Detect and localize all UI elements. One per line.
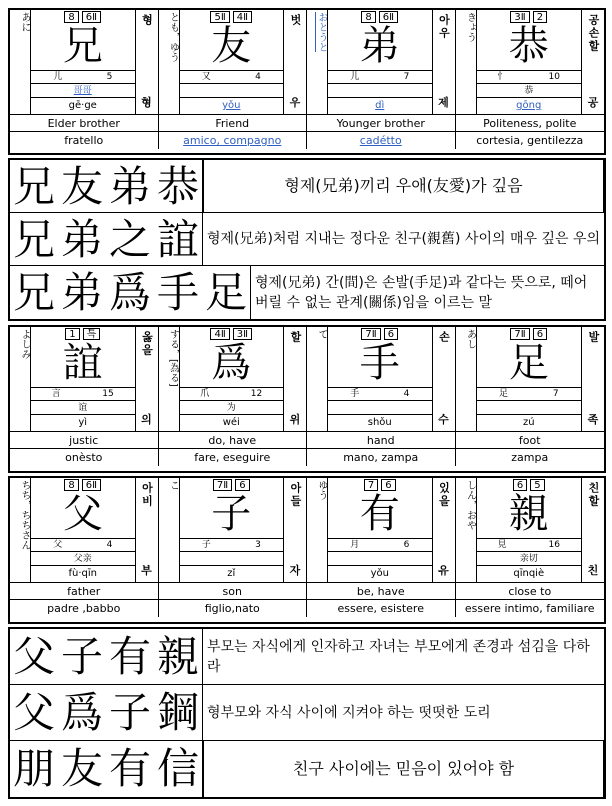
card-center [30,327,136,431]
cards-top-block [8,8,606,155]
idiom-meaning: 부모는 자식에게 인자하고 자녀는 부모에게 존경과 섬김을 다하라 [207,638,590,675]
simplified-variant: 谊 [31,400,135,414]
pinyin: fù·qīn [31,565,135,580]
grade-level-1: 8 [361,11,375,23]
grade-level-1: 4Ⅱ [210,328,229,340]
idioms-top-block [8,158,606,321]
korean-sound: 자 [289,564,301,577]
hanja-card [10,478,159,617]
grade-levels [31,10,135,24]
italian-meaning [307,132,455,149]
korean-meaning-text: 공손할 [587,14,600,53]
cards-mid [10,327,604,466]
idiom-character: 兄 [12,268,55,317]
grade-levels [31,327,135,341]
grade-level-1: 8 [64,11,78,23]
italian-meaning [456,449,605,466]
card-main [159,10,307,115]
idiom-character: 弟 [60,215,103,264]
idiom-character: 弟 [60,268,103,317]
card-main [456,478,605,583]
idiom-character: 爲 [60,688,103,737]
italian-meaning [159,132,307,149]
italian-meaning-text: padre ,babbo [47,602,121,615]
korean-meaning-text: 할 [289,331,302,344]
cards-mid-block [8,325,606,473]
stroke-count: 3 [255,540,261,550]
hanja-character: 親 [508,491,549,537]
italian-meaning [456,600,605,617]
idiom-character: 兄 [12,162,55,211]
japanese-reading: ゆう [316,480,327,500]
korean-meaning-text: 옳을 [140,331,154,357]
card-main [307,10,455,115]
italian-meaning [10,600,158,617]
korean-sound: 친 [587,564,599,577]
stroke-count: 16 [548,540,560,550]
radical: 儿 [53,72,63,82]
idiom-character: 弟 [108,162,151,211]
italian-meaning [159,600,307,617]
grade-level-2: 3Ⅱ [233,328,252,340]
stroke-count: 4 [403,389,410,399]
pinyin: gē·ge [31,97,135,112]
korean-meaning [284,10,306,114]
japanese-reading: しん，おや [464,480,476,530]
korean-meaning [284,478,306,582]
card-center [327,478,433,582]
grade-levels [180,10,284,24]
pinyin: qīnqiè [477,565,582,580]
stroke-count: 10 [548,72,560,82]
radical: 父 [53,540,63,550]
italian-meaning-text: fare, eseguire [194,451,271,464]
english-meaning: hand [307,432,455,449]
simplified-variant [477,400,582,414]
korean-meaning-text: 벗 [289,14,302,27]
idiom-character: 父 [12,632,55,681]
korean-meaning [433,10,455,114]
idiom-character: 鋼 [156,688,199,737]
simplified-variant: 父亲 [31,551,135,565]
japanese-reading: きょう [464,12,476,42]
hanja-character: 足 [508,340,549,386]
korean-meaning [582,327,604,431]
korean-sound: 제 [438,96,449,109]
hanja-character: 手 [359,340,400,386]
idiom-character: 誼 [156,215,199,264]
grade-level-2: 6Ⅱ [82,479,101,491]
simplified-variant: 为 [180,400,284,414]
card-center [179,10,285,114]
japanese-reading: する，[為る] [167,329,179,387]
card-center [476,478,583,582]
english-meaning: close to [456,583,605,600]
hanja-character: 子 [211,491,252,537]
idiom-row [10,160,604,213]
idiom-character: 朋 [12,744,55,793]
korean-sound: 수 [438,413,449,426]
simplified-variant [180,83,284,97]
grade-levels [477,327,582,341]
card-main [456,10,605,115]
hanja-card [159,478,308,617]
grade-levels [477,478,582,492]
hanja-card [159,10,308,149]
grade-levels [180,327,284,341]
radical-row [328,538,432,551]
hanja-card [456,327,605,466]
pinyin: shǒu [328,414,432,429]
radical: 手 [350,389,360,399]
hanja-character: 有 [359,491,400,537]
simplified-variant [328,83,432,97]
hanja-card [307,327,456,466]
card-main [456,327,605,432]
hanja-card [10,10,159,149]
japanese-reading: て [316,329,327,339]
radical-row [328,387,432,400]
cards-top [10,10,604,149]
card-main [10,10,158,115]
radical: 言 [51,389,61,399]
radical: 爪 [200,389,210,399]
grade-level-2: 6 [384,328,398,340]
grade-level-2: 6Ⅱ [379,11,398,23]
italian-meaning-text: fratello [64,134,104,147]
idiom-character: 之 [108,215,151,264]
korean-meaning [136,478,158,582]
japanese-reading: あに [19,12,30,32]
korean-meaning-text: 형 [140,14,154,27]
idiom-character: 有 [108,744,151,793]
idiom-meaning: 형부모와 자식 사이에 지켜야 하는 떳떳한 도리 [207,704,491,721]
simplified-variant: 亲切 [477,551,582,565]
italian-meaning [307,600,455,617]
grade-level-1: 7Ⅱ [510,328,529,340]
hanja-card [307,10,456,149]
simplified-variant [328,551,432,565]
idiom-character: 信 [156,744,199,793]
korean-sound: 의 [141,413,152,426]
radical-row [31,70,135,83]
korean-sound: 위 [289,413,301,426]
stroke-count: 12 [250,389,263,399]
stroke-count: 6 [403,540,410,550]
korean-sound: 공 [587,96,599,109]
card-center [30,478,136,582]
italian-meaning-text: essere, esistere [337,602,424,615]
radical-row [477,70,582,83]
idiom-meaning: 형제(兄弟) 간(間)은 손발(手足)과 같다는 뜻으로, 떼어버릴 수 없는 관계(關係)임을 이르는 말 [255,274,588,311]
simplified-variant [180,551,284,565]
italian-meaning [307,449,455,466]
pinyin: zú [477,414,582,429]
grade-levels [31,478,135,492]
english-meaning: foot [456,432,605,449]
italian-meaning [10,132,158,149]
italian-meaning-text: mano, zampa [343,451,419,464]
simplified-variant: 哥哥 [31,83,135,97]
card-main [10,327,158,432]
grade-level-1: 8 [64,479,78,491]
japanese-reading: ちち，ちちさん [19,480,30,550]
grade-level-2: 5 [530,479,544,491]
stroke-count: 5 [106,72,113,82]
pinyin: yǒu [328,565,432,580]
card-center [30,10,136,114]
radical-row [180,538,284,551]
card-center [179,478,285,582]
pinyin: wéi [180,414,284,429]
grade-levels [477,10,582,24]
grade-level-2: 6 [235,479,249,491]
hanja-character: 誼 [62,340,103,386]
idiom-characters [10,629,203,684]
radical-row [31,387,135,400]
grade-level-1: 5Ⅱ [210,11,229,23]
idiom-character: 友 [60,162,103,211]
idioms-top [10,160,604,319]
english-meaning: Politeness, polite [456,115,605,132]
idiom-character: 兄 [12,215,55,264]
pinyin: dì [328,97,432,112]
radical-row [180,70,284,83]
radical: 又 [201,72,211,82]
card-main [307,327,455,432]
italian-meaning-text: cortesia, gentilezza [476,134,584,147]
card-center [476,10,583,114]
japanese-reading: あし [464,329,476,349]
italian-meaning-text: amico, compagno [183,134,282,147]
radical-row [328,70,432,83]
idiom-row [10,266,604,319]
pinyin: gōng [477,97,582,112]
english-meaning: son [159,583,307,600]
idiom-character: 足 [204,268,247,317]
radical: 足 [498,389,508,399]
radical: 子 [201,540,211,550]
idiom-meaning: 형제(兄弟)끼리 우애(友愛)가 깊음 [203,160,604,212]
card-main [159,327,307,432]
grade-level-1: 3Ⅱ [510,11,529,23]
idiom-character: 子 [108,688,151,737]
radical: 月 [350,540,360,550]
pinyin: zǐ [180,565,284,580]
korean-meaning-text: 손 [437,331,451,344]
hanja-character: 兄 [62,23,103,69]
idiom-meaning: 형제(兄弟)처럼 지내는 정다운 친구(親舊) 사이의 매우 깊은 우의 [207,231,601,247]
card-center [179,327,285,431]
idiom-characters [10,685,203,740]
korean-meaning [284,327,306,431]
italian-meaning-text: cadétto [359,134,402,147]
japanese-reading: おとうと [316,12,327,52]
card-main [307,478,455,583]
stroke-count: 7 [552,389,559,399]
hanja-card [456,10,605,149]
grade-level-1: 1 [65,328,79,340]
italian-meaning-text: figlio,nato [204,602,260,615]
hanja-card [307,478,456,617]
korean-sound: 부 [141,564,152,577]
hanja-character: 弟 [359,23,400,69]
idiom-characters [10,213,203,265]
japanese-reading: とも，ゆう [167,12,179,62]
italian-meaning-text: zampa [511,451,549,464]
japanese-reading: よしみ [19,329,30,359]
card-main [159,478,307,583]
korean-meaning-text: 아우 [437,14,451,40]
italian-meaning [159,449,307,466]
grade-levels [328,327,432,341]
grade-levels [180,478,284,492]
grade-level-1: 7Ⅱ [361,328,380,340]
idiom-row [10,629,604,685]
italian-meaning [10,449,158,466]
hanja-character: 友 [211,23,252,69]
idiom-character: 友 [60,744,103,793]
idioms-bot [10,629,604,797]
simplified-variant [328,400,432,414]
card-center [476,327,583,431]
grade-level-2: 6Ⅱ [82,11,101,23]
english-meaning: Elder brother [10,115,158,132]
radical-row [477,538,582,551]
hanja-character: 爲 [211,340,252,386]
simplified-variant: 恭 [477,83,582,97]
idiom-character: 父 [12,688,55,737]
english-meaning: father [10,583,158,600]
korean-sound: 족 [587,413,599,426]
japanese-reading: こ [167,480,179,490]
korean-sound: 유 [438,564,449,577]
korean-meaning [582,10,604,114]
idiom-character: 子 [60,632,103,681]
idiom-row [10,685,604,741]
card-main [10,478,158,583]
english-meaning: be, have [307,583,455,600]
korean-meaning [433,478,455,582]
hanja-card [159,327,308,466]
stroke-count: 15 [102,389,114,399]
english-meaning: justic [10,432,158,449]
stroke-count: 7 [403,72,410,82]
idiom-character: 有 [108,632,151,681]
english-meaning: Friend [159,115,307,132]
card-center [327,327,433,431]
grade-level-2: 6 [381,479,395,491]
idiom-row [10,213,604,266]
idiom-characters [10,741,203,797]
radical-row [31,538,135,551]
korean-meaning-text: 있을 [437,482,451,508]
grade-level-2: 2 [533,11,547,23]
pinyin: yǒu [180,97,284,112]
idiom-characters [10,266,251,319]
korean-sound: 우 [289,96,301,109]
grade-level-2: 특 [83,328,101,340]
idiom-character: 親 [156,632,199,681]
stroke-count: 4 [255,72,261,82]
hanja-character: 父 [62,491,103,537]
idiom-character: 爲 [108,268,151,317]
radical: 忄 [497,72,507,82]
korean-meaning-text: 친할 [587,482,600,508]
idiom-character: 恭 [156,162,199,211]
idiom-character: 手 [156,268,199,317]
hanja-character: 恭 [508,23,549,69]
italian-meaning-text: onèsto [65,451,103,464]
grade-levels [328,10,432,24]
korean-meaning [582,478,604,582]
grade-level-1: 7 [364,479,378,491]
italian-meaning-text: essere intimo, familiare [464,602,595,615]
grade-level-1: 7Ⅱ [213,479,232,491]
korean-meaning [433,327,455,431]
idiom-row [10,741,604,797]
pinyin: yì [31,414,135,429]
grade-level-2: 6 [533,328,547,340]
grade-level-2: 4Ⅱ [233,11,252,23]
english-meaning: do, have [159,432,307,449]
stroke-count: 4 [106,540,113,550]
korean-sound: 형 [141,96,152,109]
italian-meaning [456,132,605,149]
idioms-bot-block [8,627,606,799]
card-center [327,10,433,114]
korean-meaning-text: 아비 [140,482,154,508]
korean-meaning-text: 아들 [289,482,302,508]
grade-level-1: 6 [513,479,527,491]
cards-bot-block [8,476,606,624]
grade-levels [328,478,432,492]
idiom-meaning: 친구 사이에는 믿음이 있어야 함 [203,741,604,797]
idiom-characters [10,160,203,212]
korean-meaning [136,327,158,431]
radical-row [477,387,582,400]
radical: 儿 [350,72,360,82]
hanja-card [10,327,159,466]
cards-bot [10,478,604,617]
english-meaning: Younger brother [307,115,455,132]
korean-meaning [136,10,158,114]
hanja-card [456,478,605,617]
radical-row [180,387,284,400]
korean-meaning-text: 발 [587,331,600,344]
radical: 見 [497,540,507,550]
